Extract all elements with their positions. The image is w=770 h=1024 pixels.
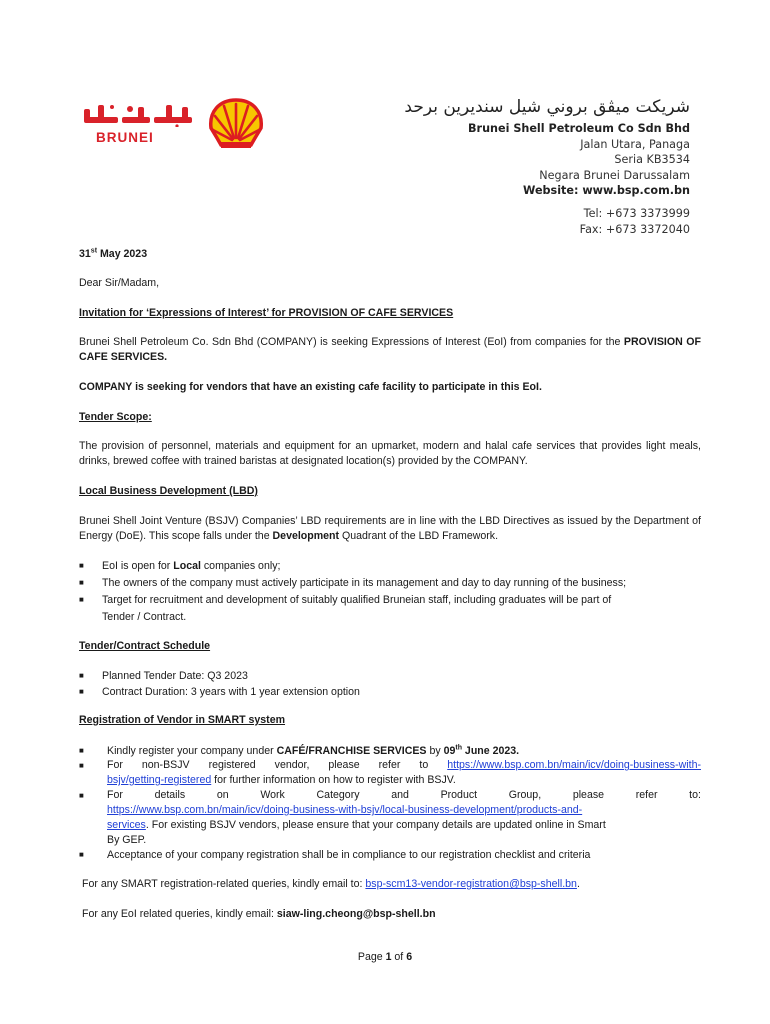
smart-registration-email-link[interactable]: bsp-scm13-vendor-registration@bsp-shell.bn — [365, 878, 577, 890]
company-name: Brunei Shell Petroleum Co Sdn Bhd — [468, 122, 690, 135]
products-and-services-link[interactable]: https://www.bsp.com.bn/main/icv/doing-business-with-bsjv/local-business-development/products-and- — [107, 804, 583, 816]
intro-paragraph: Brunei Shell Petroleum Co. Sdn Bhd (COMPANY) is seeking Expressions of Interest (EoI) from companies for the PROVISION OF CAFE SERVICES. — [79, 336, 701, 363]
bsjv-registration-link[interactable]: https://www.bsp.com.bn/main/icv/doing-business-with- — [447, 759, 701, 771]
eoi-query-line: For any EoI related queries, kindly email: siaw-ling.cheong@bsp-shell.bn — [82, 908, 436, 920]
smart-query-line: For any SMART registration-related queries, kindly email to: bsp-scm13-vendor-registration@bsp-shell.bn. — [82, 878, 580, 890]
bullet-icon: ■ — [79, 687, 84, 696]
shell-logo — [207, 98, 265, 150]
bullet-icon: ■ — [79, 746, 84, 755]
address-line: Negara Brunei Darussalam — [539, 168, 690, 182]
bullet-icon: ■ — [79, 761, 84, 770]
company-contact-block — [580, 206, 690, 237]
schedule-heading: Tender/Contract Schedule — [79, 640, 211, 652]
products-and-services-link-continued[interactable]: services — [107, 819, 146, 831]
seeking-statement: COMPANY is seeking for vendors that have an existing cafe facility to participate in this EoI. — [79, 381, 542, 393]
address-line: Jalan Utara, Panaga — [580, 137, 690, 151]
subject-line: Invitation for ‘Expressions of Interest’ for PROVISION OF CAFE SERVICES — [79, 307, 454, 319]
fax: Fax: +673 3372040 — [579, 222, 690, 236]
eoi-contact-email: siaw-ling.cheong@bsp-shell.bn — [276, 908, 436, 920]
lbd-heading: Local Business Development (LBD) — [79, 485, 258, 497]
registration-heading: Registration of Vendor in SMART system — [79, 714, 286, 726]
brunei-logo — [80, 103, 198, 147]
address-line: Seria KB3534 — [614, 153, 690, 167]
bullet-icon: ■ — [79, 595, 84, 604]
bullet-icon: ■ — [79, 791, 84, 800]
company-website: Website: www.bsp.com.bn — [523, 184, 690, 198]
letter-page: BRUNEI شريكت ميڤق بروني شيل سنديرين برحد Brunei Shell Petroleum Co Sdn Bhd Jalan Utara, Panaga Seria KB3534 Negara Brunei Darussalam Website: www.bsp.com.bn Tel: +673 3373999 Fax: +673 3372040 31st May 2023 Dear Sir/Madam, Invitation for ‘Expressions of Interest’ for PROVISION OF CAFE SERVICES Brunei Shell Petroleum Co. Sdn Bhd (COMPANY) is seeking Expressions of Interest (EoI) from companies for the PROVISION OF CAFE SERVICES. COMPANY is seeking for vendors that have an existing cafe facility to participate in this EoI. Tender Scope: The provision of personnel, materials and equipment for an upmarket, modern and halal cafe services that provides light meals, drinks, brewed coffee with trained baristas at designated location(s) provided by the COMPANY. Local Business Development (LBD) Brunei Shell Joint Venture (BSJV) Companies’ LBD requirements are in line with the LBD Directives as issued by the Department of Energy (DoE). This scope falls under the Development Quadrant of the LBD Framework. ■ EoI is open for Local companies only; ■ The owners of the company must actively participate in its management and day to day running of the business; ■ Target for recruitment and development of suitably qualified Bruneian staff, including graduates will be part of Tender / Contract. Tender/Contract Schedule ■ Planned Tender Date: Q3 2023 ■ Contract Duration: 3 years with 1 year extension option Registration of Vendor in SMART system ■ Kindly register your company under CAFÉ/FRANCHISE SERVICES by 09th June 2023. ■ For non-BSJV registered vendor, please refer to https://www.bsp.com.bn/main/icv/doing-business-with- bsjv/getting-registered for further information on how to register with BSJV. ■ For details on Work Category and Product Group, please refer to: https://www.bsp.com.bn/main/icv/doing-business-with-bsjv/local-business-development/products-and- services. For existing BSJV vendors, please ensure that your company details are updated online in Smart By GEP. ■ Acceptance of your company registration shall be in compliance to our registration checklist and criteria For any SMART registration-related queries, kindly email to: bsp-scm13-vendor-registration@bsp-shell.bn. For any EoI related queries, kindly email: siaw-ling.cheong@bsp-shell.bn Page 1 of 6 — [0, 0, 770, 1024]
lbd-paragraph: Brunei Shell Joint Venture (BSJV) Companies’ LBD requirements are in line with the LBD Directives as issued by the Department of Energy (DoE). This scope falls under the Development Quadrant of the LBD Framework. — [79, 515, 701, 542]
bullet-icon: ■ — [79, 561, 84, 570]
bullet-icon: ■ — [79, 671, 84, 680]
page-number: Page 1 of 6 — [357, 951, 413, 963]
letter-date: 31st May 2023 — [79, 247, 148, 260]
company-address-block — [404, 96, 690, 199]
scope-heading: Tender Scope: — [79, 411, 152, 423]
brunei-wordmark: BRUNEI — [96, 130, 154, 145]
telephone: Tel: +673 3373999 — [583, 207, 690, 220]
salutation: Dear Sir/Madam, — [79, 277, 160, 289]
scope-paragraph: The provision of personnel, materials and equipment for an upmarket, modern and halal cafe services that provides light meals, drinks, brewed coffee with trained baristas at designated location(s) provided by the COMPANY. — [79, 440, 701, 467]
company-name-jawi: شريكت ميڤق بروني شيل سنديرين برحد — [404, 97, 690, 117]
bsjv-registration-link-continued[interactable]: bsjv/getting-registered — [107, 774, 212, 786]
brunei-arabic-logo-mark — [82, 103, 194, 127]
bullet-icon: ■ — [79, 850, 84, 859]
bullet-icon: ■ — [79, 578, 84, 587]
